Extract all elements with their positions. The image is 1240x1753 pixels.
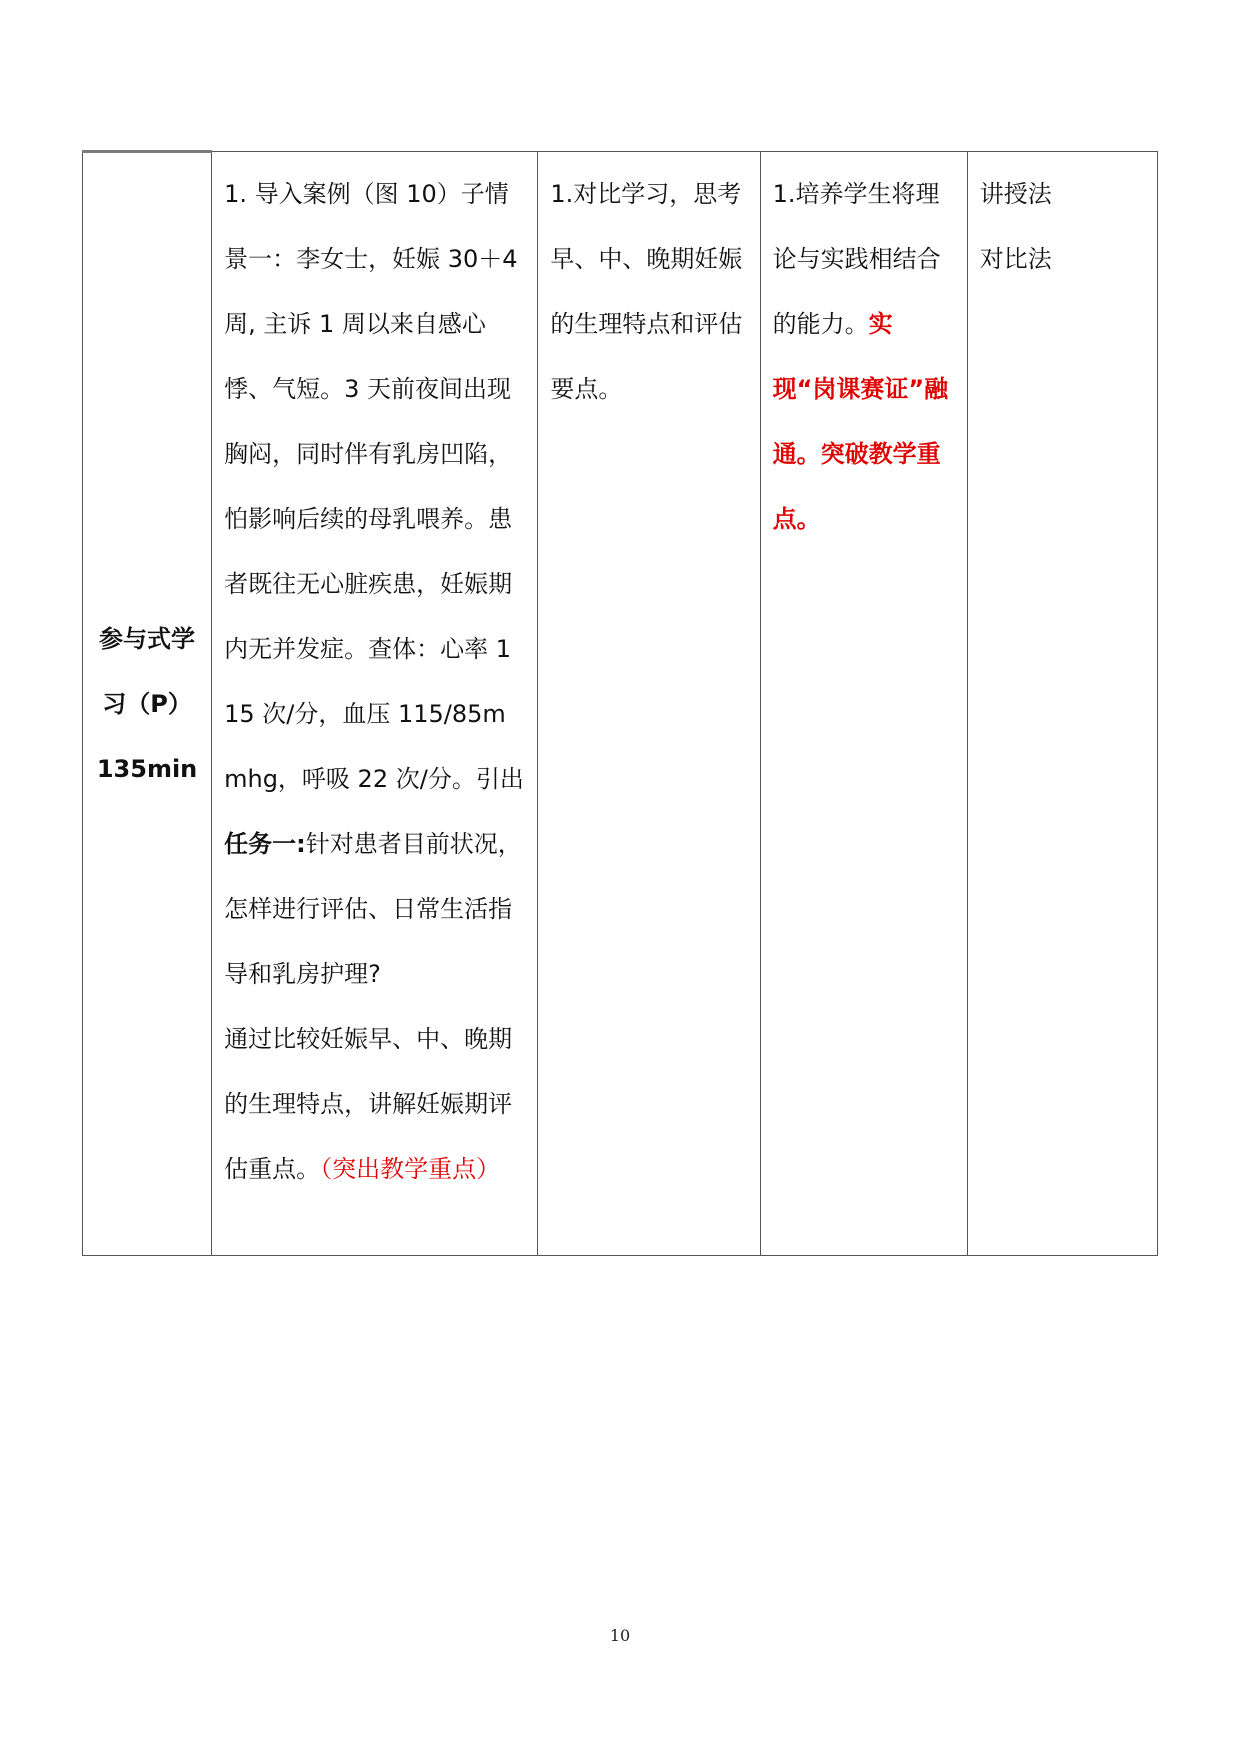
methods-cell bbox=[967, 152, 1157, 1256]
case-text: 1. 导入案例（图 10）子情景一：李女士，妊娠 30＋4 周, 主诉 1 周以来自感心悸、气短。3 天前夜间出现胸闷，同时伴有乳房凹陷，怕影响后续的母乳喂养。患者既往无心脏疾患，妊娠期内无并发症。查体：心率 115 次/分，血压 115/85mmhg，呼吸 22 次/分。引出 bbox=[224, 180, 524, 793]
explain-paragraph bbox=[224, 1007, 525, 1202]
student-activity-text: 1.对比学习，思考早、中、晚期妊娠的生理特点和评估要点。 bbox=[550, 180, 743, 403]
phase-duration: 135min bbox=[96, 754, 198, 783]
design-intent-highlight-1: 实现“岗课赛证”融通。 bbox=[772, 310, 949, 468]
task-label: 任务一: bbox=[224, 830, 306, 858]
phase-cell bbox=[83, 152, 212, 1256]
page-number: 10 bbox=[609, 1626, 631, 1645]
case-paragraph bbox=[224, 162, 525, 1007]
method-item: 讲授法 bbox=[979, 180, 1052, 208]
method-item: 对比法 bbox=[979, 245, 1052, 273]
student-activity-cell bbox=[538, 152, 760, 1256]
key-point-highlight: （突出教学重点） bbox=[320, 1155, 501, 1183]
explain-text: 通过比较妊娠早、中、晚期的生理特点，讲解妊娠期评估重点。 bbox=[224, 1025, 513, 1183]
design-intent-text: 1.培养学生将理论与实践相结合的能力。 bbox=[772, 180, 941, 338]
table-row bbox=[83, 152, 1158, 1256]
phase-label-line-1: 参与式学 bbox=[99, 624, 196, 653]
design-intent-highlight-2: 突破教学重点。 bbox=[772, 440, 941, 533]
phase-label-line-2: 习（P） bbox=[102, 689, 192, 718]
teaching-content-cell bbox=[212, 152, 538, 1256]
lesson-plan-table bbox=[82, 150, 1158, 1256]
task-text: 针对患者目前状况，怎样进行评估、日常生活指导和乳房护理? bbox=[224, 830, 522, 988]
design-intent-cell bbox=[760, 152, 967, 1256]
